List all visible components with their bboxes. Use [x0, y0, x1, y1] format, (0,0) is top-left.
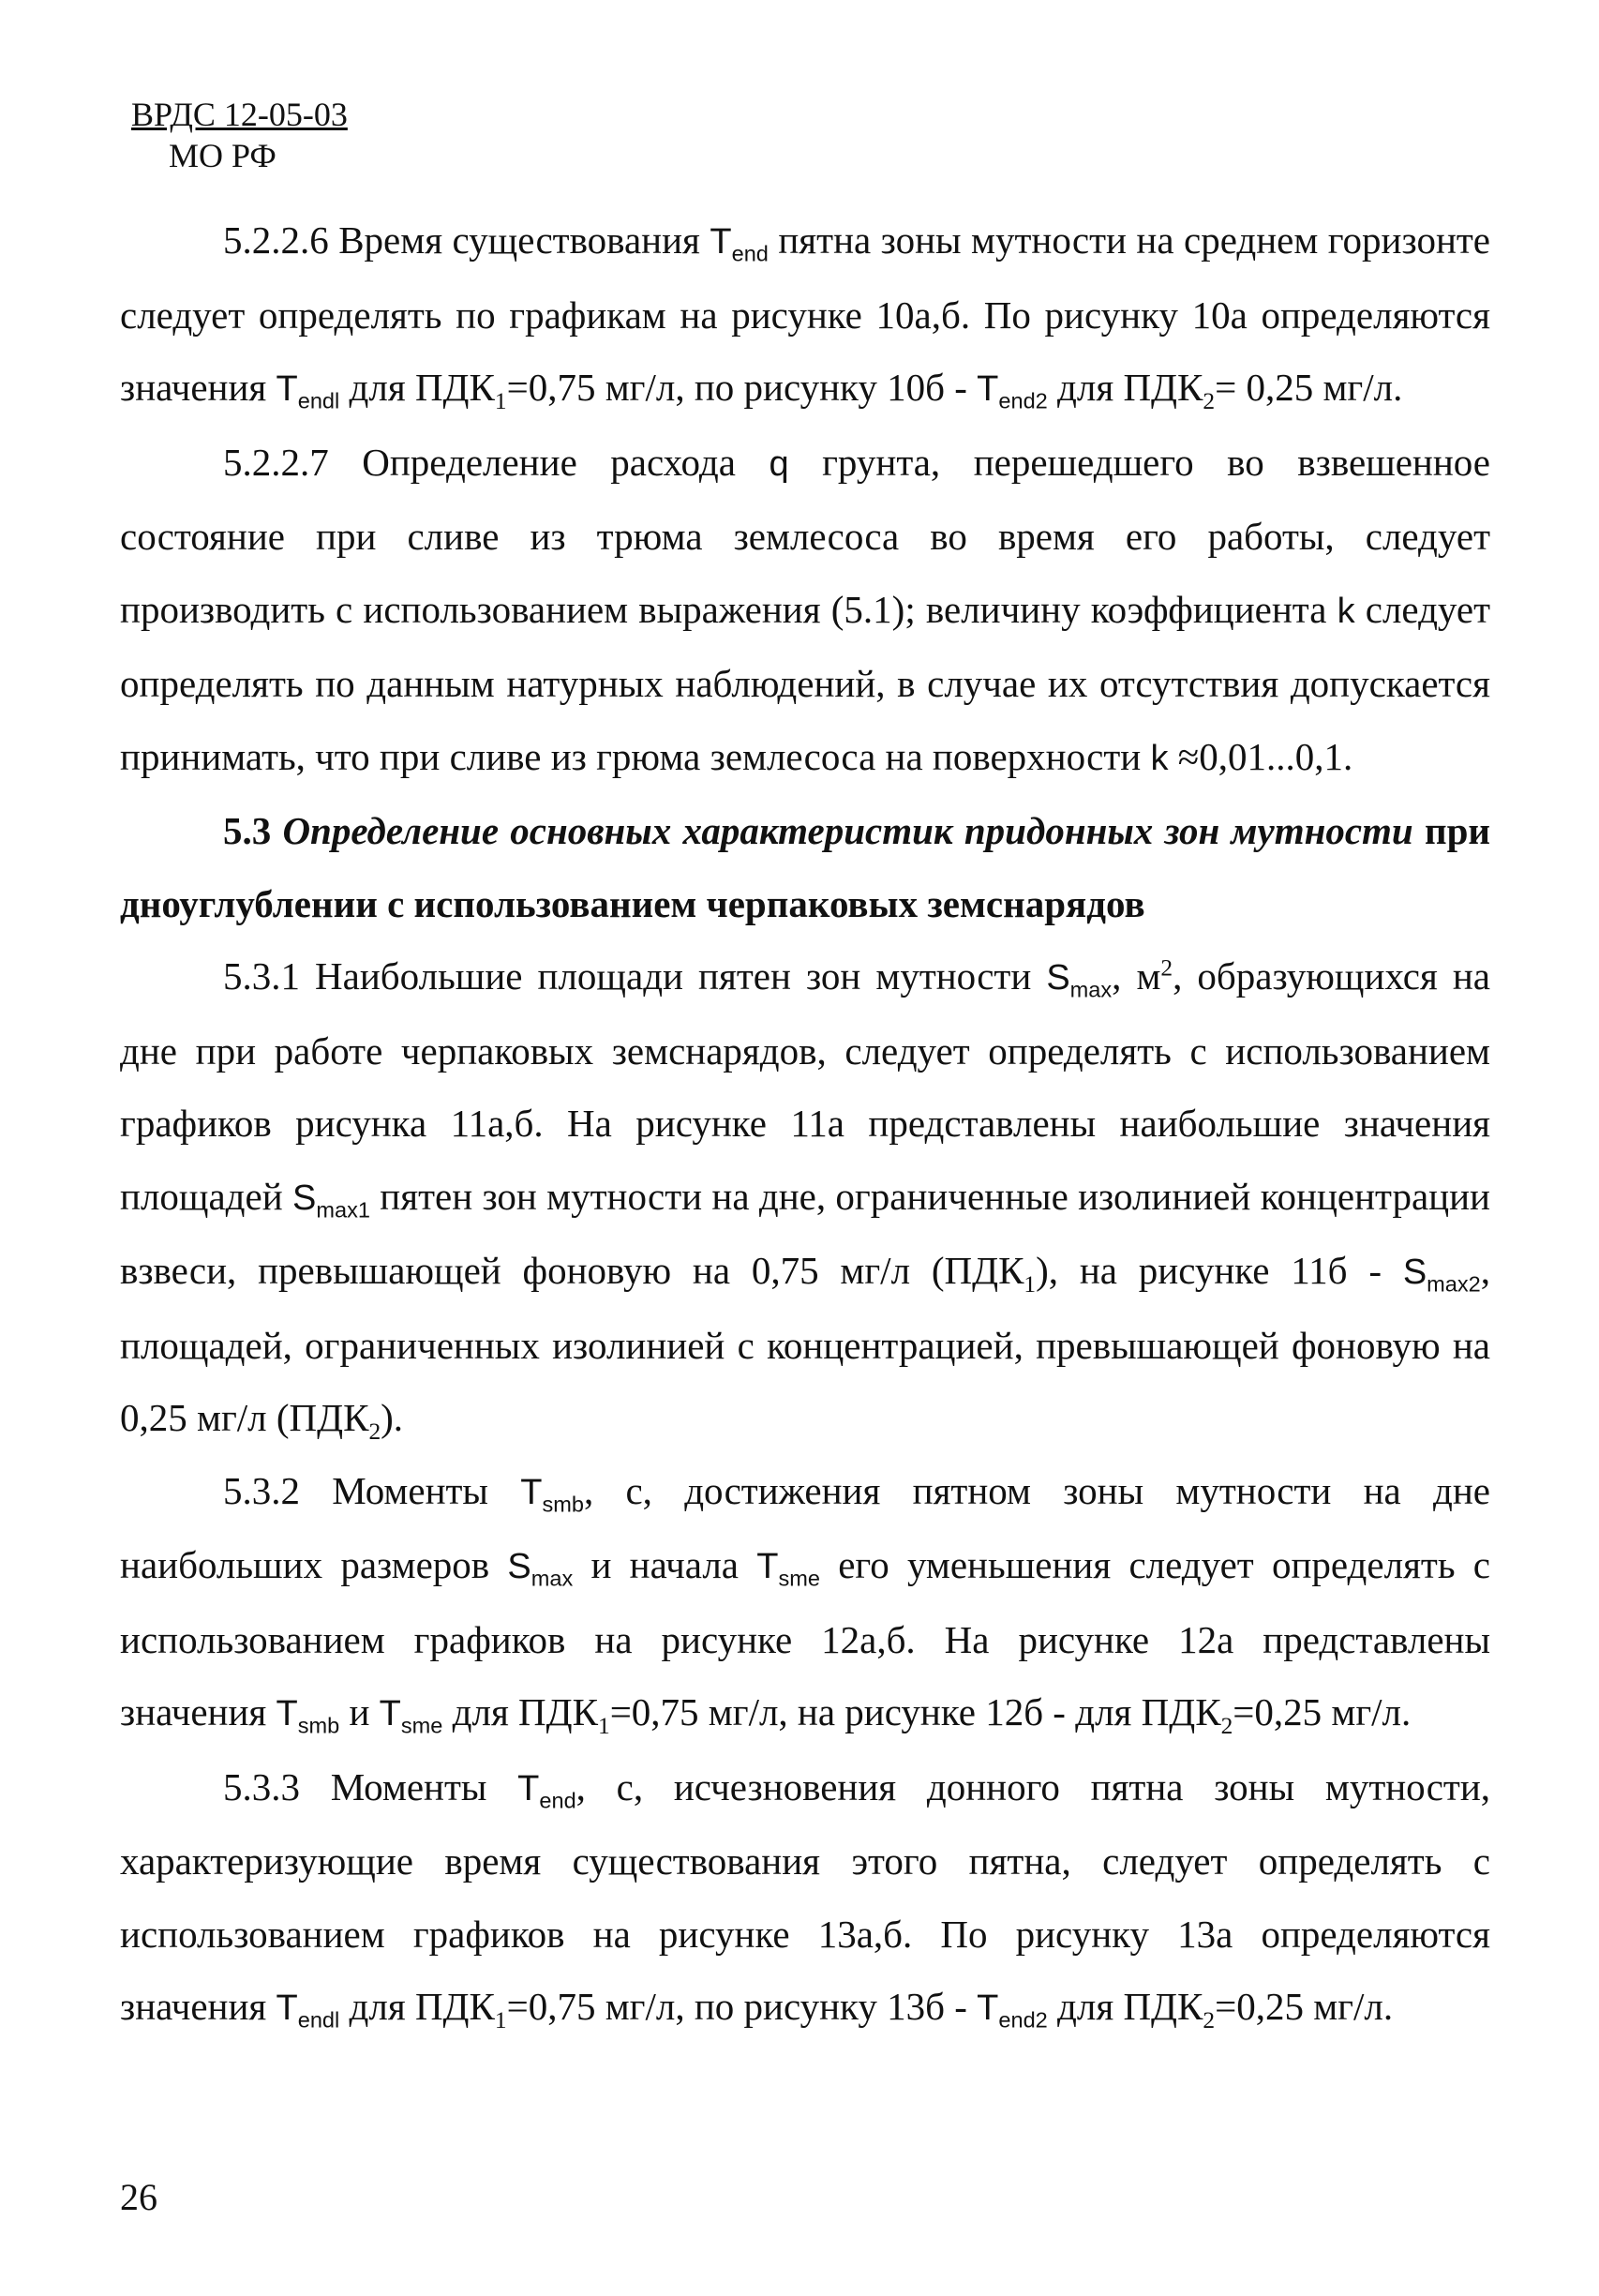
text-run: , образующихся на дне при работе черпаковых земснарядов, следует определять с использованием графиков рисунка 11а,б. На рисунке 11а представлены наибольшие значения площадей [120, 954, 1490, 1218]
text-run: для ПДК [1047, 366, 1203, 409]
main-content [120, 204, 1490, 2046]
text-run: =0,75 мг/л, на рисунке 12б - для ПДК [609, 1690, 1221, 1733]
subscript: 2 [1203, 2007, 1216, 2034]
text-run: пятна зоны мутности на среднем горизонте следует определять по графикам на рисунке 10а,б. По рисунку 10а определяются значения [120, 218, 1491, 409]
symbol-s-max2: $S_{max2}$ [1402, 1253, 1481, 1297]
subscript: 2 [1220, 1713, 1233, 1740]
text-run: =0,75 мг/л, по рисунку 10б - [506, 366, 978, 409]
symbol-t-smb: $T_{smb}$ [276, 1694, 340, 1738]
symbol-s-max: $S_{max}$ [507, 1547, 574, 1591]
text-run: =0,25 мг/л. [1233, 1690, 1412, 1733]
text-run: ), на рисунке 11б - [1036, 1249, 1403, 1292]
symbol-t-end2: $T_{end2}$ [977, 369, 1048, 413]
text-run: ≈0,01...0,1. [1168, 734, 1353, 778]
symbol-k: k [1150, 738, 1169, 778]
text-run: ). [381, 1396, 404, 1439]
ministry-label: МО РФ [169, 137, 276, 174]
subscript: 1 [494, 388, 507, 415]
section-title-italic: Определение основных характеристик придонных зон мутности [282, 809, 1413, 852]
text-run: 5.3.3 Моменты [223, 1764, 518, 1808]
text-run: , с, исчезновения донного пятна зоны мутности, характеризующие время существования этого пятна, следует определять с использованием графиков на рисунке 13а,б. По рисунку 13а определяются значения [120, 1764, 1491, 2028]
page-number: 26 [120, 2176, 157, 2218]
document-code: ВРДС 12-05-03 [131, 96, 348, 133]
text-run: 5.3.1 Наибольшие площади пятен зон мутности [223, 954, 1047, 998]
symbol-s-max1: $S_{max1}$ [292, 1178, 370, 1223]
text-run: и [339, 1690, 380, 1733]
subscript: 1 [597, 1713, 610, 1740]
text-run: , площадей, ограниченных изолинией с концентрацией, превышающей фоновую на 0,25 мг/л (ПДК [120, 1249, 1491, 1439]
text-run: его уменьшения следует определять с использованием графиков на рисунке 12а,б. На рисунке 12а представлены значения [120, 1543, 1490, 1733]
text-run: грунта, перешедшего во взвешенное состояние при сливе из трюма землесоса во время его работы, следует производить с использованием выражения (5.1); величину коэффициента [120, 440, 1490, 631]
paragraph-5-3-2 [120, 1455, 1490, 1751]
symbol-s-max: $S_{max}$ [1046, 958, 1113, 1002]
symbol-t-sme: $T_{sme}$ [756, 1547, 820, 1591]
section-number: 5.3 [223, 809, 272, 852]
section-title-rest: при дноуглублении с использованием черпаковых земснарядов [120, 809, 1491, 925]
paragraph-5-2-2-7 [120, 427, 1490, 796]
symbol-t-end: $T_{end}$ [710, 222, 769, 266]
subscript: 1 [494, 2007, 507, 2034]
text-run: = 0,25 мг/л. [1215, 366, 1403, 409]
text-run: 5.2.2.6 Время существования [223, 218, 710, 262]
superscript: 2 [1160, 954, 1173, 982]
paragraph-5-3-1 [120, 940, 1490, 1455]
symbol-q: q [769, 443, 789, 484]
text-run: для ПДК [1047, 1985, 1203, 2028]
text-run: и начала [573, 1543, 757, 1586]
text-run: =0,25 мг/л. [1215, 1985, 1394, 2028]
subscript: 1 [1024, 1271, 1037, 1298]
symbol-t-end2: $T_{end2}$ [977, 1988, 1048, 2033]
text-run: пятен зон мутности на дне, ограниченные изолинией концентрации взвеси, превышающей фоновую на 0,75 мг/л (ПДК [120, 1174, 1490, 1292]
text-run: для ПДК [339, 366, 495, 409]
symbol-t-end: $T_{end}$ [517, 1768, 576, 1813]
symbol-t-sme: $T_{sme}$ [379, 1694, 443, 1738]
symbol-t-smb: $T_{smb}$ [520, 1472, 584, 1517]
symbol-t-end1: $T_{endl}$ [276, 1988, 340, 2033]
text-run: для ПДК [442, 1690, 598, 1733]
subscript: 2 [1203, 388, 1216, 415]
text-run: , м [1112, 954, 1161, 998]
symbol-k: k [1337, 591, 1355, 631]
text-run: 5.3.2 Моменты [223, 1468, 521, 1512]
document-header [131, 94, 348, 176]
subscript: 2 [368, 1418, 381, 1446]
symbol-t-end1: $T_{endl}$ [276, 369, 340, 413]
text-run: для ПДК [339, 1985, 495, 2028]
text-run: 5.2.2.7 Определение расхода [223, 440, 770, 484]
paragraph-5-2-2-6 [120, 204, 1490, 427]
section-heading-5-3 [120, 795, 1490, 940]
text-run: , с, достижения пятном зоны мутности на дне наибольших размеров [120, 1468, 1490, 1586]
text-run: следует определять по данным натурных наблюдений, в случае их отсутствия допускается принимать, что при сливе из грюма землесоса на поверхности [120, 587, 1491, 778]
text-run: =0,75 мг/л, по рисунку 13б - [506, 1985, 978, 2028]
paragraph-5-3-3 [120, 1751, 1490, 2046]
